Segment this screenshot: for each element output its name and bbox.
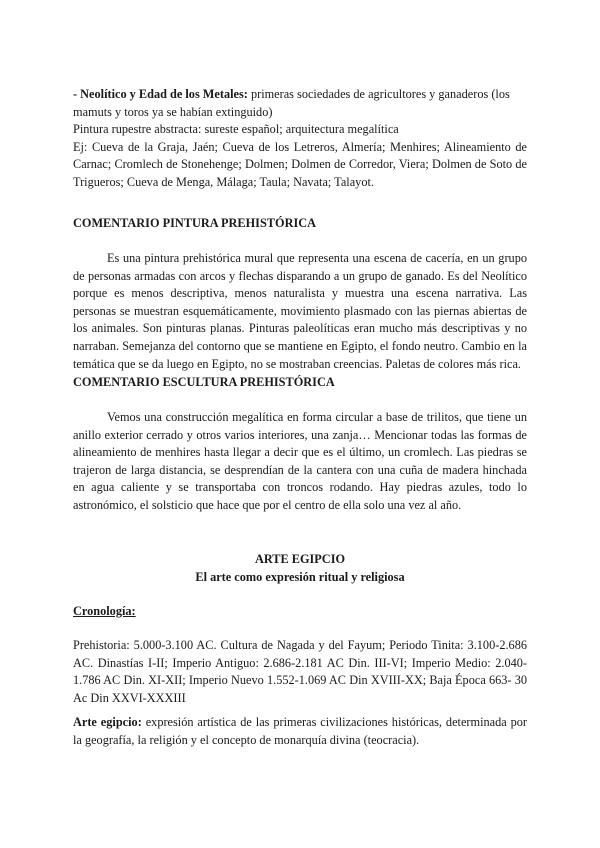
neolitico-text: primeras sociedades de agricultores y ganaderos (los mamuts y toros ya se habían extinguido): [73, 87, 510, 119]
cronologia-paragraph: Prehistoria: 5.000-3.100 AC. Cultura de Nagada y del Fayum; Periodo Tinita: 3.100-2.686 AC. Dinastías I-II; Imperio Antiguo: 2.686-2.181 AC Din. III-VI; Imperio Medio: 2.040-1.786 AC Din. XI-XII; Imperio Nuevo 1.552-1.069 AC Din XVIII-XX; Baja Época 663- 30 Ac Din XXVI-XXXIII: [73, 638, 527, 705]
neolitico-line2: Pintura rupestre abstracta: sureste español; arquitectura megalítica: [73, 122, 399, 137]
neolitico-line3: Ej: Cueva de la Graja, Jaén; Cueva de los Letreros, Almería; Menhires; Alineamiento de Carnac; Cromlech de Stonehenge; Dolmen; Dolmen de Corredor, Viera; Dolmen de Soto de Trigueros; Cueva de Menga, Málaga; Taula; Navata; Talayot.: [73, 139, 527, 189]
neolitico-paragraph: [73, 86, 527, 121]
heading-comentario-escultura: COMENTARIO ESCULTURA PREHISTÓRICA: [73, 375, 335, 389]
arte-egipcio-text: expresión artística de las primeras civilizaciones históricas, determinada por la geografía, la religión y el concepto de monarquía divina (teocracia).: [73, 715, 527, 747]
comentario-escultura-paragraph: Vemos una construcción megalítica en forma circular a base de trilitos, que tiene un anillo exterior cerrado y otros varios interiores, una zanja… Mencionar todas las formas de alineamiento de menhires hasta llegar a decir que es el último, un cromlech. Las piedras se trajeron de larga distancia, se desprendían de la cantera con una cuña de madera hinchada en agua caliente y se transportaba con troncos rodando. Hay piedras azules, todo lo astronómico, el solsticio que hace que por el centro de ella solo una vez al año.: [73, 410, 527, 512]
heading-arte-egipcio: ARTE EGIPCIO: [254, 552, 346, 566]
subheading-arte-egipcio: El arte como expresión ritual y religiosa: [195, 570, 405, 584]
arte-egipcio-label: Arte egipcio:: [73, 715, 142, 729]
neolitico-block: [73, 86, 527, 192]
comentario-pintura-paragraph: Es una pintura prehistórica mural que representa una escena de cacería, en un grupo de personas armadas con arcos y flechas disparando a un grupo de ganado. Es del Neolítico porque es menos descriptiva, menos naturalista y muestra una escena narrativa. Las personas se muestran esquemáticamente, movimiento plasmado con las piernas abiertas de los animales. Son pinturas planas. Pinturas paleolíticas eran mucho más descriptivas y no narraban. Semejanza del contorno que se mantiene en Egipto, el fondo neutro. Cambio en la temática que se da luego en Egipto, no se mostraban creencias. Paletas de colores más rica.: [73, 251, 527, 371]
neolitico-label: - Neolítico y Edad de los Metales:: [73, 87, 248, 101]
heading-comentario-pintura: COMENTARIO PINTURA PREHISTÓRICA: [73, 216, 317, 230]
heading-cronologia: Cronología:: [73, 604, 136, 618]
arte-egipcio-definition: [73, 714, 527, 749]
